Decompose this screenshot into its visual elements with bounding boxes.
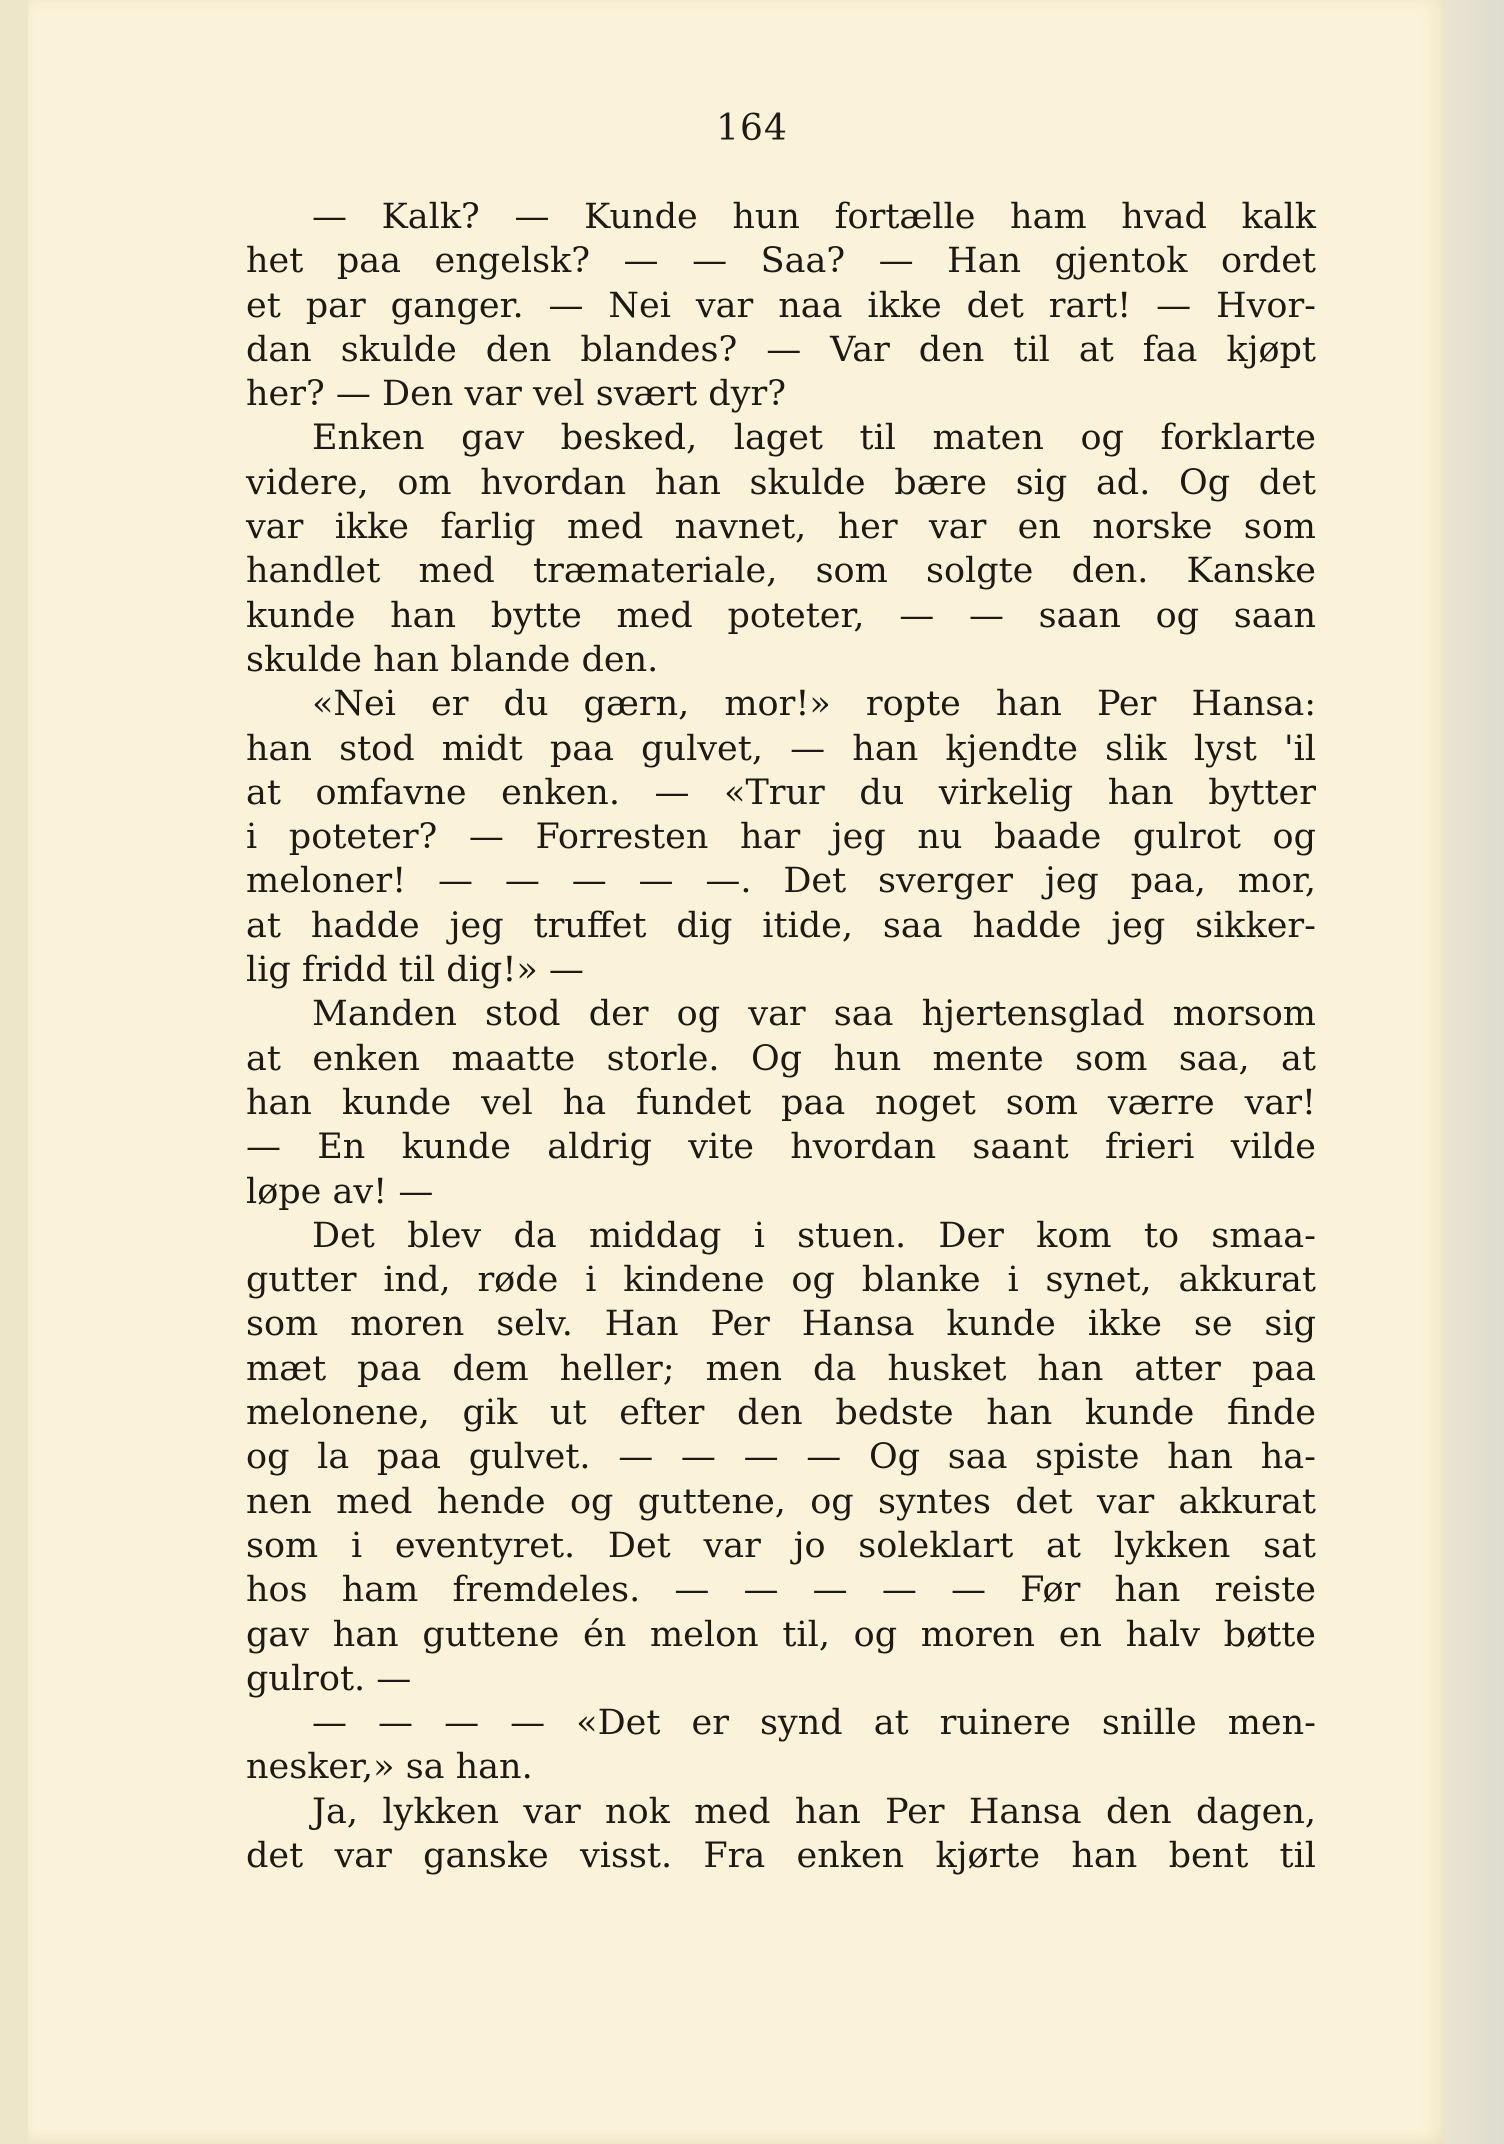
text-line: dan skulde den blandes? — Var den til at faa kjøpt [246, 329, 1316, 370]
text-line: i poteter? — Forresten har jeg nu baade gulrot og [246, 817, 1316, 858]
text-line: han stod midt paa gulvet, — han kjendte slik lyst 'il [246, 728, 1316, 769]
text-line: det var ganske visst. Fra enken kjørte han bent til [246, 1835, 1316, 1876]
text-line: nesker,» sa han. [246, 1747, 533, 1788]
text-line: skulde han blande den. [246, 639, 659, 680]
text-line: nen med hende og guttene, og syntes det var akkurat [246, 1481, 1316, 1522]
text-line: — En kunde aldrig vite hvordan saant frieri vilde [246, 1127, 1316, 1168]
text-line: kunde han bytte med poteter, — — saan og saan [246, 595, 1316, 636]
text-line: — — — — «Det er synd at ruinere snille men- [312, 1703, 1316, 1744]
text-line: at hadde jeg truffet dig itide, saa hadde jeg sikker- [246, 905, 1316, 946]
text-line: — Kalk? — Kunde hun fortælle ham hvad kalk [312, 197, 1316, 237]
text-line: handlet med træmateriale, som solgte den. Kanske [246, 551, 1316, 592]
text-line: Det blev da middag i stuen. Der kom to smaa- [312, 1215, 1316, 1256]
body-text [246, 195, 1316, 1878]
text-line: Manden stod der og var saa hjertensglad morsom [312, 994, 1316, 1035]
text-line: het paa engelsk? — — Saa? — Han gjentok ordet [246, 241, 1316, 282]
text-line: et par ganger. — Nei var naa ikke det rart! — Hvor- [246, 285, 1316, 326]
text-line: lig fridd til dig!» — [246, 950, 584, 991]
text-line: Ja, lykken var nok med han Per Hansa den dagen, [312, 1791, 1316, 1832]
text-line: videre, om hvordan han skulde bære sig ad. Og det [246, 462, 1316, 503]
text-line: meloner! — — — — —. Det sverger jeg paa, mor, [246, 861, 1316, 902]
text-line: at enken maatte storle. Og hun mente som saa, at [246, 1038, 1316, 1079]
text-line: «Nei er du gærn, mor!» ropte han Per Hansa: [312, 684, 1316, 725]
text-line: at omfavne enken. — «Trur du virkelig han bytter [246, 772, 1316, 813]
text-line: her? — Den var vel svært dyr? [246, 374, 786, 415]
text-line: melonene, gik ut efter den bedste han kunde finde [246, 1393, 1316, 1434]
text-line: som i eventyret. Det var jo soleklart at lykken sat [246, 1525, 1316, 1566]
text-line: Enken gav besked, laget til maten og forklarte [312, 418, 1316, 459]
scanner-margin [1444, 0, 1504, 2144]
text-line: var ikke farlig med navnet, her var en norske som [246, 507, 1316, 548]
text-line: han kunde vel ha fundet paa noget som værre var! [246, 1082, 1316, 1123]
text-line: mæt paa dem heller; men da husket han atter paa [246, 1348, 1316, 1389]
text-line: hos ham fremdeles. — — — — — Før han reiste [246, 1570, 1316, 1611]
text-line: som moren selv. Han Per Hansa kunde ikke se sig [246, 1304, 1316, 1345]
text-line: gutter ind, røde i kindene og blanke i synet, akkurat [246, 1260, 1316, 1301]
text-line: gav han guttene én melon til, og moren en halv bøtte [246, 1614, 1316, 1655]
page-number: 164 [716, 108, 788, 149]
text-line: gulrot. — [246, 1658, 412, 1699]
text-line: løpe av! — [246, 1171, 434, 1212]
text-line: og la paa gulvet. — — — — Og saa spiste han ha- [246, 1437, 1316, 1478]
